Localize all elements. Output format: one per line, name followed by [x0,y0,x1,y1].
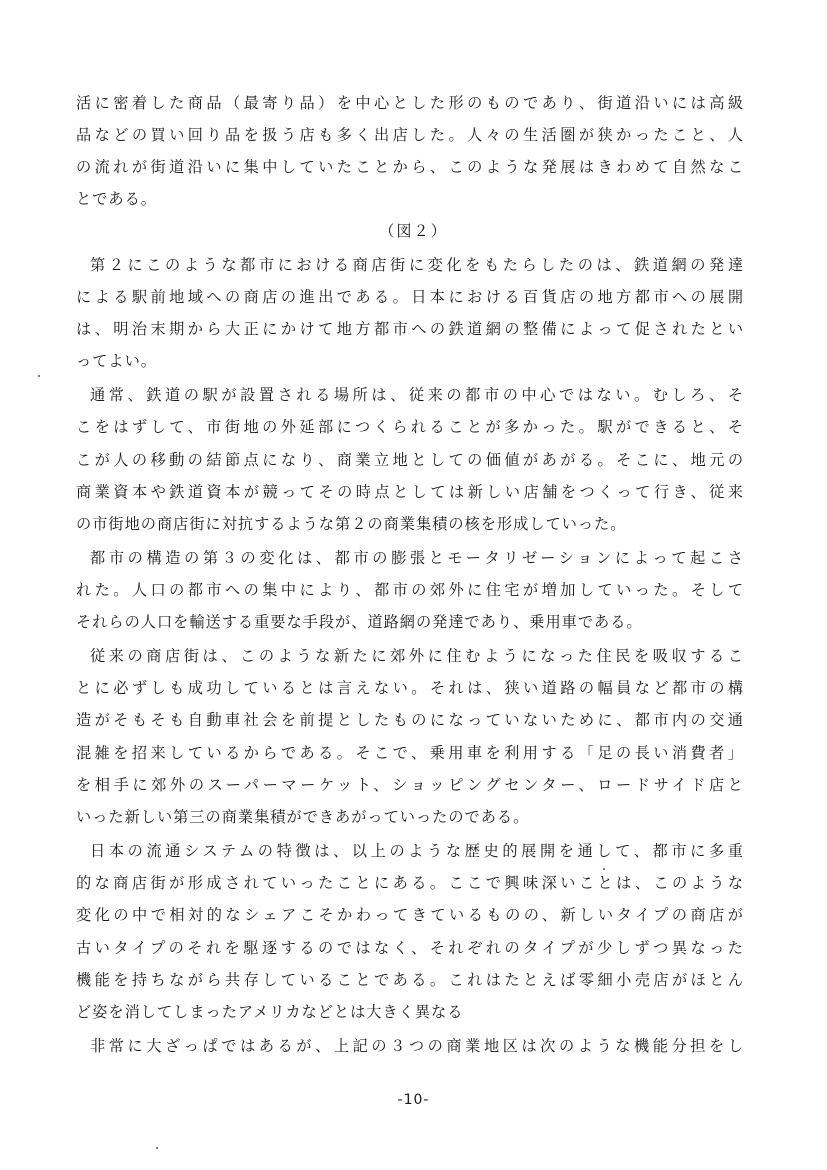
text-line: 従来の商店街は、このような新たに郊外に住むようになった住民を吸収するこ [90,647,744,665]
text-line: 造がそもそも自動車社会を前提としたものになっていないために、都市内の交通 [76,711,744,729]
text-line: それらの人口を輸送する重要な手段が、道路網の発達であり、乗用車である。 [76,613,643,631]
text-line: こをはずして、市街地の外延部につくられることが多かった。駅ができると、そ [76,418,744,436]
text-line: とである。 [76,190,157,208]
scan-speck [156,1147,158,1149]
text-line: 機能を持ちながら共存していることである。これはたとえば零細小売店がほとん [76,971,744,989]
text-line: を相手に郊外のスーパーマーケット、ショッピングセンター、ロードサイド店と [76,776,744,794]
text-line: 日本の流通システムの特徴は、以上のような歴史的展開を通して、都市に多重 [90,842,744,860]
text-line: 商業資本や鉄道資本が競ってその時点としては新しい店舗をつくって行き、従来 [76,483,744,501]
text-line: こが人の移動の結節点になり、商業立地としての価値があがる。そこに、地元の [76,451,744,469]
text-line: 変化の中で相対的なシェアこそかわってきているものの、新しいタイプの商店が [76,906,744,924]
text-line: 活に密着した商品（最寄り品）を中心とした形のものであり、街道沿いには高級 [76,94,745,112]
text-line: れた。人口の都市への集中により、都市の郊外に住宅が増加していった。そして [76,581,744,599]
text-line: いった新しい第三の商業集積ができあがっていったのである。 [76,808,530,826]
text-line: の市街地の商店街に対抗するような第２の商業集積の核を形成していった。 [76,515,627,533]
text-line: 品などの買い回り品を扱う店も多く出店した。人々の生活圏が狭かったこと、人 [76,126,744,144]
text-line: 的な商店街が形成されていったことにある。ここで興味深いことは、このような [76,874,744,892]
text-line: による駅前地域への商店の進出である。日本における百貨店の地方都市への展開 [76,288,744,306]
figure-caption: （図２） [379,222,448,240]
scan-speck [603,868,605,870]
text-line: ってよい。 [76,352,157,370]
text-line: 古いタイプのそれを駆逐するのではなく、それぞれのタイプが少しずつ異なった [76,939,744,957]
text-line: は、明治末期から大正にかけて地方都市への鉄道網の整備によって促されたとい [76,320,744,338]
text-line: ど姿を消してしまったアメリカなどとは大きく異なる [76,1003,464,1021]
text-line: の流れが街道沿いに集中していたことから、このような発展はきわめて自然なこ [76,158,744,176]
text-line: 都市の構造の第３の変化は、都市の膨張とモータリゼーションによって起こさ [90,549,744,567]
text-line: 混雑を招来しているからである。そこで、乗用車を利用する「足の長い消費者」 [76,744,744,762]
text-line: 通常、鉄道の駅が設置される場所は、従来の都市の中心ではない。むしろ、そ [90,386,744,404]
page-number: -10- [397,1092,430,1108]
scan-speck [38,375,40,377]
text-line: 非常に大ざっぱではあるが、上記の３つの商業地区は次のような機能分担をし [90,1037,744,1055]
text-line: とに必ずしも成功しているとは言えない。それは、狭い道路の幅員など都市の構 [76,679,744,697]
text-line: 第２にこのような都市における商店街に変化をもたらしたのは、鉄道網の発達 [90,256,744,274]
